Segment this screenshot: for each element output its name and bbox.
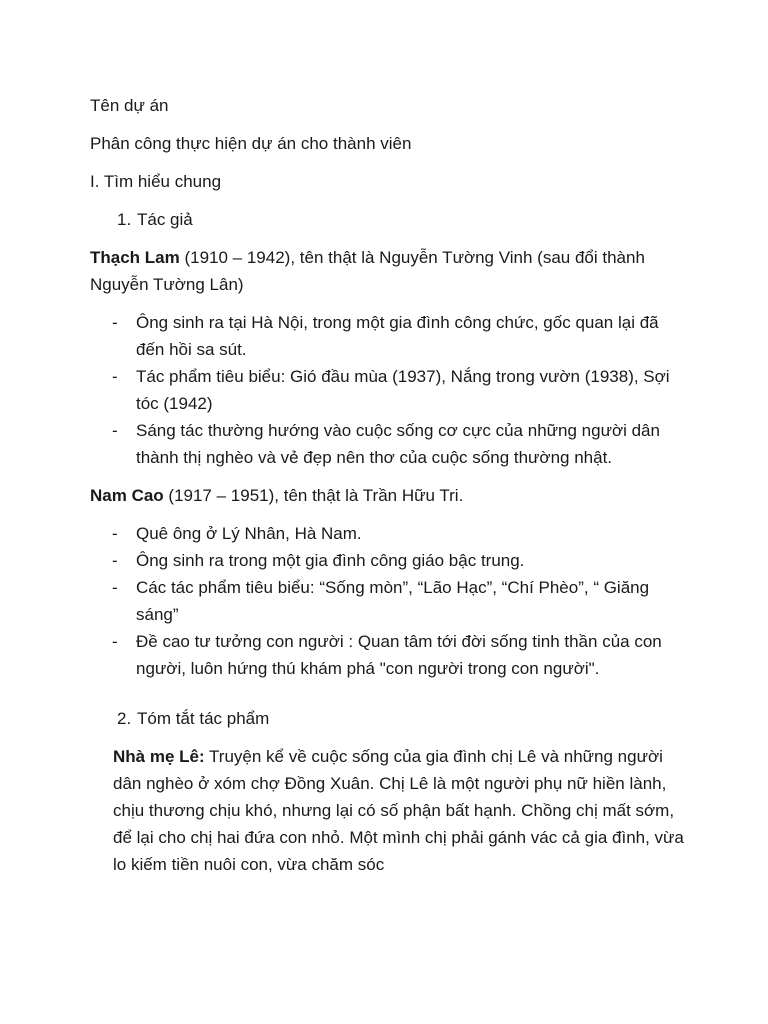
- list-item-text: Sáng tác thường hướng vào cuộc sống cơ cực của những người dân thành thị nghèo và vẻ đẹp nên thơ của cuộc sống thường nhật.: [136, 421, 660, 467]
- list-item-text: Quê ông ở Lý Nhân, Hà Nam.: [136, 524, 362, 543]
- dash-marker: -: [112, 524, 118, 543]
- list-item: [90, 547, 690, 574]
- item-title: Tóm tắt tác phẩm: [137, 709, 270, 728]
- author2-bullet-list: [90, 520, 690, 682]
- item-title: Tác giả: [137, 210, 193, 229]
- numbered-item-authors: [117, 206, 690, 233]
- list-item: [90, 628, 690, 682]
- list-item-text: Các tác phẩm tiêu biểu: “Sống mòn”, “Lão Hạc”, “Chí Phèo”, “ Giăng sáng”: [136, 578, 650, 624]
- list-item-text: Tác phẩm tiêu biểu: Gió đầu mùa (1937), Nắng trong vườn (1938), Sợi tóc (1942): [136, 367, 670, 413]
- author-thach-lam: [90, 244, 690, 298]
- author-nam-cao: [90, 482, 690, 509]
- list-item-text: Đề cao tư tưởng con người : Quan tâm tới đời sống tinh thần của con người, luôn hứng thú khám phá "con người trong con người".: [136, 632, 662, 678]
- list-item: [90, 309, 690, 363]
- dash-marker: -: [112, 632, 118, 651]
- list-item-text: Ông sinh ra trong một gia đình công giáo bậc trung.: [136, 551, 525, 570]
- dash-marker: -: [112, 551, 118, 570]
- list-item: [90, 417, 690, 471]
- item-number: 2.: [117, 709, 132, 728]
- author1-bullet-list: [90, 309, 690, 471]
- list-item: [90, 363, 690, 417]
- author-name: Nam Cao: [90, 486, 164, 505]
- list-item: [90, 520, 690, 547]
- summary-paragraph: [113, 743, 690, 878]
- project-name: Tên dự án: [90, 96, 169, 115]
- dash-marker: -: [112, 421, 118, 440]
- list-item: [90, 574, 690, 628]
- work-title: Nhà mẹ Lê:: [113, 747, 205, 766]
- assignment-line: Phân công thực hiện dự án cho thành viên: [90, 134, 412, 153]
- author-intro: (1910 – 1942), tên thật là Nguyễn Tường Vinh (sau đổi thành Nguyễn Tường Lân): [90, 248, 645, 294]
- dash-marker: -: [112, 578, 118, 597]
- list-item-text: Ông sinh ra tại Hà Nội, trong một gia đình công chức, gốc quan lại đã đến hồi sa sút.: [136, 313, 659, 359]
- document-page: [90, 92, 690, 889]
- author-intro: (1917 – 1951), tên thật là Trần Hữu Tri.: [163, 486, 464, 505]
- section-heading: I. Tìm hiểu chung: [90, 172, 222, 191]
- numbered-item-summary: [117, 705, 690, 732]
- summary-text: Truyện kể về cuộc sống của gia đình chị Lê và những người dân nghèo ở xóm chợ Đồng Xuân. Chị Lê là một người phụ nữ hiền lành, chịu thương chịu khó, nhưng lại có số phận bất hạnh. Chồng chị mất sớm, để lại cho chị hai đứa con nhỏ. Một mình chị phải gánh vác cả gia đình, vừa lo kiếm tiền nuôi con, vừa chăm sóc: [113, 747, 684, 874]
- author-name: Thạch Lam: [90, 248, 180, 267]
- item-number: 1.: [117, 210, 132, 229]
- dash-marker: -: [112, 313, 118, 332]
- dash-marker: -: [112, 367, 118, 386]
